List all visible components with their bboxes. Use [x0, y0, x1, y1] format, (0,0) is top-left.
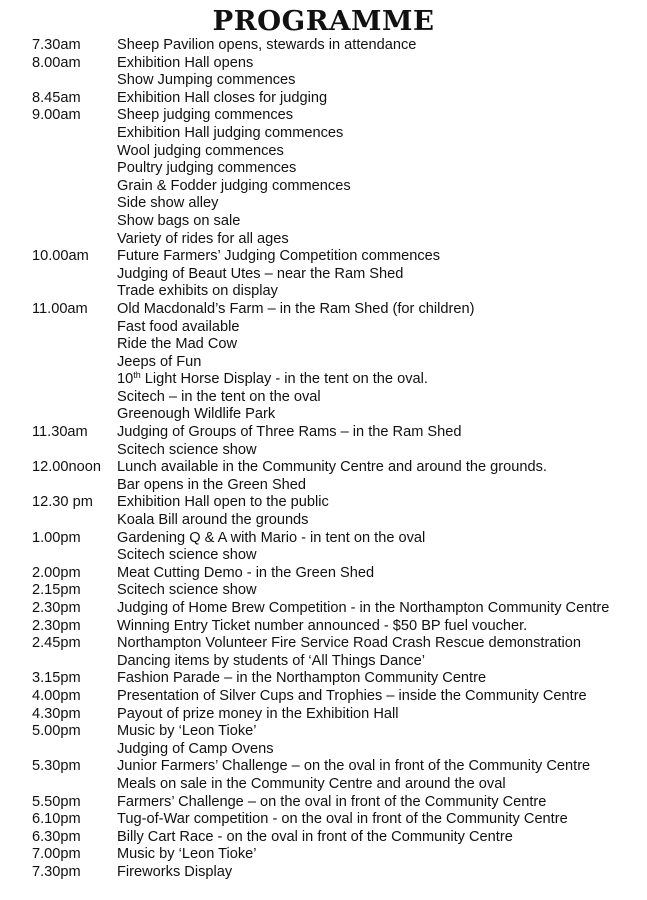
- schedule-time: [32, 143, 117, 161]
- schedule-time: [32, 776, 117, 794]
- schedule-time: 2.00pm: [32, 564, 81, 581]
- schedule-row: [32, 178, 632, 196]
- schedule-row: [32, 371, 632, 389]
- schedule-event: Lunch available in the Community Centre and around the grounds.: [117, 459, 547, 476]
- schedule-time: [32, 195, 117, 213]
- schedule-event: Sheep Pavilion opens, stewards in attendance: [117, 37, 417, 53]
- schedule-row: [32, 706, 632, 724]
- schedule-event: Grain & Fodder judging commences: [117, 177, 351, 194]
- schedule-row: [32, 618, 632, 636]
- schedule-time: 7.00pm: [32, 846, 81, 863]
- schedule-time: [32, 266, 117, 284]
- schedule-time: 2.30pm: [32, 600, 81, 616]
- schedule-event: Music by ‘Leon Tioke’: [117, 723, 257, 740]
- schedule-event: Bar opens in the Green Shed: [117, 476, 307, 493]
- schedule-event: Meat Cutting Demo - in the Green Shed: [117, 564, 375, 581]
- schedule-event: Sheep judging commences: [117, 107, 294, 124]
- schedule-row: [32, 565, 632, 583]
- schedule-event: Northampton Volunteer Fire Service Road Crash Rescue demonstration: [117, 635, 581, 652]
- schedule-time: 2.15pm: [32, 582, 81, 599]
- schedule-row: [32, 354, 632, 372]
- schedule-time: [32, 354, 117, 372]
- schedule-time: [32, 319, 117, 337]
- schedule-time: 8.00am: [32, 54, 81, 71]
- schedule-event: Side show alley: [117, 195, 219, 212]
- schedule-event: Presentation of Silver Cups and Trophies – inside the Community Centre: [117, 687, 587, 704]
- schedule-row: [32, 547, 632, 565]
- schedule-event: Fashion Parade – in the Northampton Community Centre: [117, 670, 487, 687]
- schedule-row: [32, 758, 632, 776]
- programme-schedule: [32, 37, 632, 882]
- schedule-time: [32, 442, 117, 460]
- schedule-time: 5.30pm: [32, 758, 81, 775]
- schedule-event: Jeeps of Fun: [117, 353, 202, 370]
- schedule-time: [32, 741, 117, 759]
- schedule-event: Greenough Wildlife Park: [117, 406, 276, 423]
- schedule-row: [32, 811, 632, 829]
- schedule-event: Future Farmers’ Judging Competition commences: [117, 248, 441, 265]
- schedule-row: [32, 741, 632, 759]
- schedule-event: Exhibition Hall opens: [117, 54, 254, 71]
- schedule-time: [32, 653, 117, 671]
- schedule-row: [32, 90, 632, 108]
- schedule-event: Dancing items by students of ‘All Things Dance’: [117, 652, 425, 669]
- schedule-event: Wool judging commences: [117, 142, 284, 159]
- schedule-row: [32, 846, 632, 864]
- schedule-row: [32, 107, 632, 125]
- page-title: PROGRAMME: [212, 6, 435, 37]
- schedule-row: [32, 688, 632, 706]
- schedule-row: [32, 776, 632, 794]
- schedule-event: Scitech science show: [117, 582, 257, 599]
- schedule-time: [32, 231, 117, 249]
- schedule-event: Exhibition Hall judging commences: [117, 124, 344, 141]
- schedule-row: [32, 670, 632, 688]
- schedule-event: Show Jumping commences: [117, 72, 296, 89]
- schedule-time: 6.30pm: [32, 828, 81, 845]
- schedule-event: Scitech science show: [117, 441, 257, 458]
- schedule-row: [32, 37, 632, 55]
- schedule-time: [32, 371, 117, 389]
- schedule-event: Billy Cart Race - on the oval in front of the Community Centre: [117, 828, 513, 845]
- schedule-event: Show bags on sale: [117, 212, 241, 229]
- schedule-event: [117, 371, 632, 389]
- schedule-event: Junior Farmers’ Challenge – on the oval in front of the Community Centre: [117, 758, 591, 775]
- schedule-time: 7.30pm: [32, 863, 81, 880]
- schedule-time: [32, 160, 117, 178]
- schedule-event: Fast food available: [117, 318, 240, 335]
- schedule-event: Tug-of-War competition - on the oval in front of the Community Centre: [117, 811, 568, 828]
- schedule-row: [32, 794, 632, 812]
- event-number: 10: [117, 371, 134, 388]
- schedule-time: 9.00am: [32, 107, 81, 124]
- schedule-time: [32, 406, 117, 424]
- schedule-time: 10.00am: [32, 248, 89, 265]
- schedule-row: [32, 723, 632, 741]
- schedule-row: [32, 864, 632, 882]
- schedule-time: 5.00pm: [32, 723, 81, 740]
- schedule-event: Payout of prize money in the Exhibition Hall: [117, 705, 399, 722]
- schedule-time: [32, 283, 117, 301]
- schedule-row: [32, 829, 632, 847]
- schedule-time: [32, 125, 117, 143]
- schedule-row: [32, 582, 632, 600]
- schedule-time: 12.30 pm: [32, 494, 93, 511]
- schedule-row: [32, 512, 632, 530]
- schedule-row: [32, 389, 632, 407]
- schedule-row: [32, 72, 632, 90]
- schedule-row: [32, 530, 632, 548]
- schedule-time: 11.30am: [32, 424, 88, 441]
- schedule-time: 2.30pm: [32, 617, 81, 634]
- schedule-row: [32, 406, 632, 424]
- schedule-event: Gardening Q & A with Mario - in tent on the oval: [117, 529, 426, 546]
- schedule-event: Exhibition Hall closes for judging: [117, 89, 328, 106]
- schedule-time: 4.00pm: [32, 687, 81, 704]
- schedule-event: Scitech – in the tent on the oval: [117, 388, 321, 405]
- schedule-event: Fireworks Display: [117, 863, 233, 880]
- schedule-time: 1.00pm: [32, 529, 81, 546]
- schedule-event: Music by ‘Leon Tioke’: [117, 846, 257, 863]
- schedule-row: [32, 195, 632, 213]
- schedule-time: [32, 336, 117, 354]
- schedule-row: [32, 442, 632, 460]
- schedule-time: [32, 389, 117, 407]
- schedule-row: [32, 600, 632, 618]
- schedule-event: Judging of Beaut Utes – near the Ram Shed: [117, 265, 404, 282]
- schedule-event: Meals on sale in the Community Centre and around the oval: [117, 775, 506, 792]
- schedule-time: [32, 213, 117, 231]
- schedule-event: Ride the Mad Cow: [117, 336, 238, 353]
- schedule-time: [32, 477, 117, 495]
- schedule-time: [32, 178, 117, 196]
- ordinal-suffix: th: [133, 370, 141, 381]
- schedule-row: [32, 231, 632, 249]
- schedule-time: 4.30pm: [32, 705, 81, 722]
- schedule-event: Koala Bill around the grounds: [117, 512, 309, 529]
- schedule-event: Trade exhibits on display: [117, 283, 278, 300]
- schedule-event: Judging of Home Brew Competition - in the Northampton Community Centre: [117, 600, 610, 616]
- schedule-row: [32, 283, 632, 301]
- schedule-row: [32, 213, 632, 231]
- schedule-event: Poultry judging commences: [117, 160, 297, 177]
- schedule-event: Farmers’ Challenge – on the oval in front of the Community Centre: [117, 793, 547, 810]
- schedule-row: [32, 125, 632, 143]
- schedule-event: Judging of Groups of Three Rams – in the Ram Shed: [117, 424, 462, 441]
- schedule-row: [32, 494, 632, 512]
- schedule-row: [32, 248, 632, 266]
- schedule-row: [32, 336, 632, 354]
- schedule-time: [32, 547, 117, 565]
- schedule-event: Old Macdonald’s Farm – in the Ram Shed (for children): [117, 300, 475, 317]
- schedule-time: 7.30am: [32, 37, 81, 53]
- schedule-row: [32, 459, 632, 477]
- event-text: Light Horse Display - in the tent on the oval.: [140, 371, 428, 388]
- schedule-row: [32, 301, 632, 319]
- schedule-time: 11.00am: [32, 300, 88, 317]
- schedule-time: 8.45am: [32, 89, 81, 106]
- schedule-row: [32, 635, 632, 653]
- schedule-row: [32, 653, 632, 671]
- schedule-time: 2.45pm: [32, 635, 81, 652]
- schedule-row: [32, 55, 632, 73]
- schedule-time: 6.10pm: [32, 811, 81, 828]
- schedule-time: 12.00noon: [32, 459, 101, 476]
- schedule-time: [32, 72, 117, 90]
- schedule-row: [32, 319, 632, 337]
- schedule-time: 5.50pm: [32, 793, 81, 810]
- schedule-event: Judging of Camp Ovens: [117, 740, 274, 757]
- schedule-row: [32, 143, 632, 161]
- schedule-row: [32, 424, 632, 442]
- schedule-event: Winning Entry Ticket number announced - $50 BP fuel voucher.: [117, 617, 528, 634]
- schedule-row: [32, 266, 632, 284]
- schedule-event: Exhibition Hall open to the public: [117, 494, 329, 511]
- schedule-row: [32, 160, 632, 178]
- schedule-event: Variety of rides for all ages: [117, 230, 289, 247]
- schedule-time: [32, 512, 117, 530]
- schedule-event: Scitech science show: [117, 547, 257, 564]
- schedule-time: 3.15pm: [32, 670, 81, 687]
- schedule-row: [32, 477, 632, 495]
